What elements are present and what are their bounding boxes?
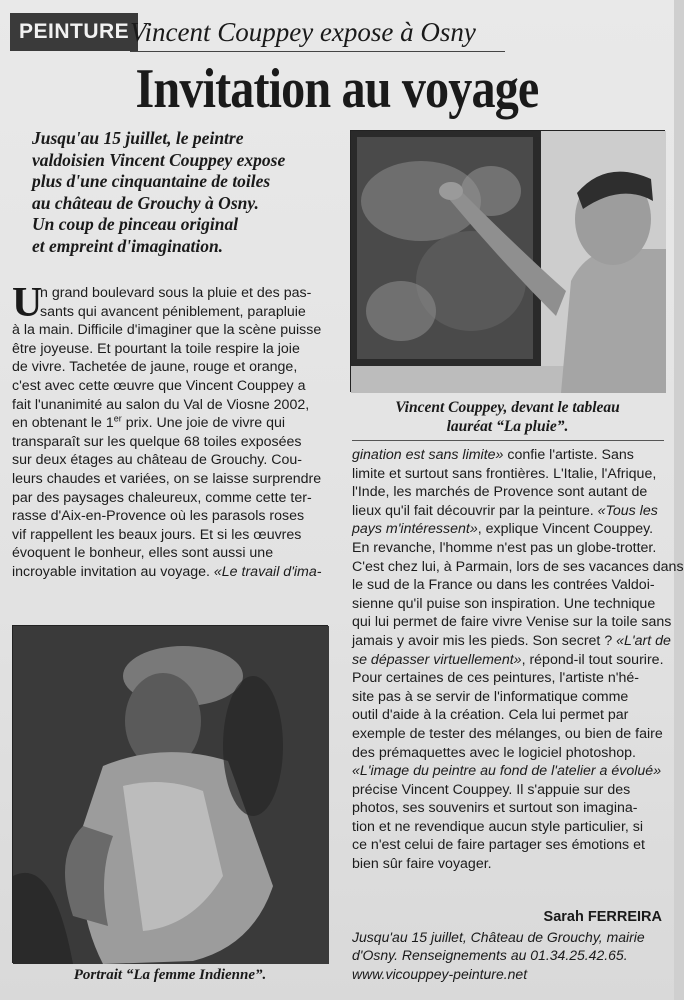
caption-line: Vincent Couppey, devant le tableau (395, 399, 620, 416)
body-line: l'Inde, les marchés de Provence sont autant de (352, 484, 648, 501)
lead-line: Un coup de pinceau original (32, 214, 239, 234)
body-column-2 (352, 446, 684, 874)
body-line: sienne qu'il puise son inspiration. Une technique (352, 595, 656, 612)
lead-line: et empreint d'imagination. (32, 235, 224, 256)
info-line: d'Osny. Renseignements au 01.34.25.42.65. (352, 947, 628, 964)
portrait-caption: Portrait “La femme Indienne”. (73, 967, 267, 983)
body-line: à la main. Difficile d'imaginer que la scène puisse (12, 322, 322, 339)
artist-photo-image (351, 131, 666, 393)
body-fragment: lieux qu'il fait découvrir par la peinture. (352, 502, 598, 519)
kicker-title: Vincent Couppey expose à Osny (130, 14, 505, 52)
quote-fragment: gination est sans limite» (352, 447, 504, 463)
body-line: précise Vincent Couppey. Il s'appuie sur des (352, 781, 631, 798)
body-line: exemple de tester des mélanges, ou bien de faire (352, 725, 663, 742)
quote-fragment: «Tous les (597, 502, 658, 519)
body-line: des prémaquettes avec le logiciel photoshop. (352, 744, 636, 761)
body-line: ce n'est celui de faire partager ses émotions et (352, 837, 645, 854)
body-line (12, 563, 340, 582)
body-line: sants qui avancent péniblement, parapluie (40, 303, 306, 320)
body-line: transparaît sur les quelque 68 toiles exposées (12, 433, 302, 450)
body-line: «L'image du peintre au fond de l'atelier a évolué» (352, 763, 662, 780)
lead-line: valdoisien Vincent Couppey expose (32, 149, 286, 170)
quote-fragment: pays m'intéressent» (352, 521, 478, 538)
body-fragment: , répond-il tout sourire. (521, 651, 664, 668)
body-line (352, 520, 664, 539)
column-divider (352, 440, 664, 441)
portrait-painting-photo (12, 625, 328, 963)
info-line: Jusqu'au 15 juillet, Château de Grouchy, mairie (352, 929, 645, 945)
body-fragment: confie l'artiste. Sans (503, 447, 634, 463)
body-line: vif rappellent les beaux jours. Et si les œuvres (12, 526, 302, 543)
body-line (352, 502, 664, 521)
body-column-1 (12, 280, 340, 582)
artist-photo-caption (350, 398, 665, 436)
body-line: qui lui permet de faire vivre Venise sur la toile sans (352, 614, 672, 631)
body-fragment: incroyable invitation au voyage. (12, 563, 214, 580)
body-line: tion et ne revendique aucun style particulier, si (352, 818, 644, 835)
body-line: photos, ses souvenirs et surtout son imagina- (352, 800, 638, 817)
body-line: fait l'unanimité au salon du Val de Viosne 2002, (12, 396, 310, 413)
body-line: par des paysages chaleureux, comme cette ter- (12, 489, 312, 506)
body-line: En revanche, l'homme n'est pas un globe-trotter. (352, 539, 657, 556)
body-line: de vivre. Tachetée de jaune, rouge et orange, (12, 359, 298, 376)
body-line (352, 446, 664, 465)
body-line: bien sûr faire voyager. (352, 856, 492, 873)
body-line: site pas à se servir de l'informatique comme (352, 688, 629, 705)
body-line: rasse d'Aix-en-Provence où les parasols roses (12, 508, 305, 525)
body-line (352, 651, 664, 670)
superscript: er (113, 413, 122, 424)
artist-photo (350, 130, 665, 392)
body-fragment: prix. Une joie de vivre qui (121, 415, 286, 432)
lead-line: Jusqu'au 15 juillet, le peintre (32, 128, 244, 148)
body-line (12, 414, 340, 433)
quote-fragment: «L'art de (616, 632, 671, 649)
body-line: sur deux étages au château de Grouchy. Cou- (12, 452, 302, 469)
quote-fragment: «Le travail d'ima- (213, 563, 322, 580)
drop-cap: U (12, 280, 43, 326)
body-line: limite et surtout sans frontières. L'Italie, l'Afrique, (352, 465, 657, 482)
body-line: le sud de la France ou dans les contrées Valdoi- (352, 577, 655, 594)
body-line: évoquent le bonheur, elles sont aussi une (12, 545, 274, 562)
practical-info (352, 928, 664, 983)
portrait-painting-image (13, 626, 329, 964)
body-line: leurs chaudes et variées, on se laisse surprendre (12, 470, 322, 487)
quote-fragment: se dépasser virtuellement» (352, 651, 522, 668)
body-fragment: , explique Vincent Couppey. (477, 521, 654, 538)
body-fragment: en obtenant le 1 (12, 415, 114, 432)
caption-line: lauréat “La pluie”. (446, 418, 569, 435)
author-byline: Sarah FERREIRA (543, 909, 662, 925)
body-line: n grand boulevard sous la pluie et des pas- (40, 285, 312, 301)
headline: Invitation au voyage (135, 58, 539, 120)
lead-paragraph (32, 128, 347, 257)
body-line (352, 632, 671, 651)
body-line: Pour certaines de ces peintures, l'artiste n'hé- (352, 670, 639, 687)
section-rubric: PEINTURE (10, 13, 138, 51)
body-line: C'est chez lui, à Parmain, lors de ses vacances dans (352, 558, 684, 575)
lead-line: plus d'une cinquantaine de toiles (32, 171, 271, 191)
body-fragment: jamais y avoir mis les pieds. Son secret ? (352, 632, 617, 649)
body-line: être joyeuse. Et pourtant la toile respire la joie (12, 340, 300, 357)
body-line: c'est avec cette œuvre que Vincent Couppey a (12, 377, 306, 394)
body-line: outil d'aide à la création. Cela lui permet par (352, 707, 629, 724)
website-link[interactable]: www.vicouppey-peinture.net (352, 965, 528, 982)
lead-line: au château de Grouchy à Osny. (32, 192, 259, 213)
